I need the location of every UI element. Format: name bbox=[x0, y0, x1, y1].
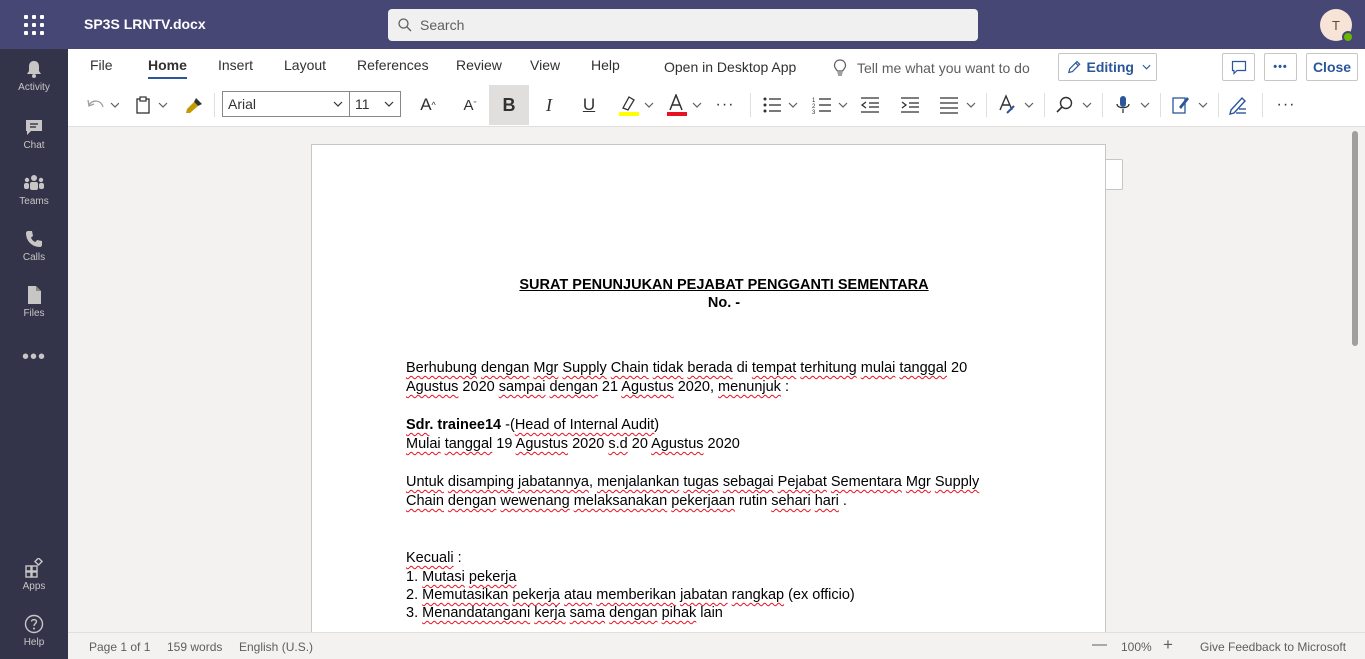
misspelled-word: dengan bbox=[447, 493, 497, 509]
svg-text:1: 1 bbox=[812, 98, 816, 104]
editing-label: Editing bbox=[1086, 59, 1134, 75]
misspelled-word: Menandatangani bbox=[422, 605, 531, 621]
misspelled-word: sampai bbox=[498, 379, 546, 395]
feedback-link[interactable]: Give Feedback to Microsoft bbox=[1200, 640, 1347, 654]
open-in-desktop-app-button[interactable]: Open in Desktop App bbox=[664, 59, 797, 75]
chevron-down-icon bbox=[1142, 64, 1151, 70]
paragraph-line bbox=[406, 474, 979, 490]
misspelled-word: disamping bbox=[447, 474, 515, 490]
app-launcher-icon[interactable] bbox=[22, 13, 46, 37]
zoom-out-button[interactable]: — bbox=[1092, 636, 1107, 653]
toolbar-divider bbox=[1102, 93, 1103, 117]
rail-item-help[interactable] bbox=[0, 614, 68, 659]
paragraph-line bbox=[406, 493, 847, 509]
toolbar-divider bbox=[214, 93, 215, 117]
misspelled-word: tempat bbox=[751, 360, 797, 376]
font-size-value: 11 bbox=[355, 96, 370, 112]
underline-button[interactable]: U bbox=[582, 95, 596, 114]
undo-button[interactable] bbox=[84, 91, 120, 119]
toolbar-divider bbox=[1044, 93, 1045, 117]
grow-font-button[interactable]: A ^ bbox=[420, 95, 436, 114]
dictate-button[interactable] bbox=[1112, 91, 1152, 119]
paragraph-line bbox=[406, 360, 967, 376]
pencil-icon bbox=[1067, 59, 1082, 75]
text-run: 19 bbox=[492, 436, 516, 452]
rail-label: Teams bbox=[19, 196, 49, 207]
text-run: . bbox=[838, 493, 847, 509]
toolbar-divider bbox=[1262, 93, 1263, 117]
bold-button[interactable]: B bbox=[489, 85, 529, 125]
rail-item-files[interactable] bbox=[0, 285, 68, 341]
page-count: Page 1 of 1 bbox=[89, 640, 151, 654]
rail-label: Help bbox=[23, 637, 45, 648]
list-item bbox=[406, 605, 723, 621]
rail-item-activity[interactable] bbox=[0, 59, 68, 115]
misspelled-word: Supply bbox=[934, 474, 980, 490]
tab-help[interactable]: Help bbox=[591, 57, 620, 73]
misspelled-word: Agustus bbox=[621, 379, 674, 395]
paragraph-line bbox=[406, 436, 740, 452]
comment-icon bbox=[1231, 60, 1247, 75]
text-run: . trainee14 bbox=[429, 417, 502, 433]
zoom-in-button[interactable]: + bbox=[1163, 635, 1173, 654]
tell-me-placeholder: Tell me what you want to do bbox=[857, 60, 1030, 76]
styles-button[interactable] bbox=[996, 91, 1036, 119]
numbered-list-icon bbox=[811, 96, 849, 114]
misspelled-word: Untuk bbox=[406, 474, 444, 490]
font-size-select[interactable] bbox=[349, 91, 401, 117]
find-button[interactable] bbox=[1054, 91, 1094, 119]
ribbon bbox=[68, 49, 1365, 127]
clipboard-icon bbox=[135, 96, 169, 114]
misspelled-word: Berhubung bbox=[406, 360, 477, 376]
tab-references[interactable]: References bbox=[357, 57, 429, 73]
styles-icon bbox=[997, 94, 1035, 116]
increase-indent-button[interactable] bbox=[898, 91, 922, 119]
numbering-button[interactable] bbox=[810, 91, 850, 119]
text-run: 20 bbox=[947, 360, 968, 376]
misspelled-word: tanggal bbox=[899, 360, 947, 376]
rail-label: Apps bbox=[22, 581, 46, 592]
text-run: 2. bbox=[406, 587, 423, 603]
page-side-tab bbox=[1105, 159, 1123, 190]
chevron-down-icon bbox=[333, 99, 343, 109]
misspelled-word: Mulai bbox=[406, 436, 441, 452]
italic-button[interactable]: I bbox=[546, 94, 552, 115]
language-indicator[interactable]: English (U.S.) bbox=[239, 640, 314, 654]
phone-icon bbox=[24, 229, 44, 249]
editor-button[interactable] bbox=[1226, 91, 1250, 119]
rail-label: Files bbox=[23, 308, 45, 319]
text-run: di bbox=[732, 360, 752, 376]
bell-icon bbox=[24, 59, 44, 79]
rail-item-calls[interactable] bbox=[0, 229, 68, 285]
document-heading: SURAT PENUNJUKAN PEJABAT PENGGANTI SEMENTARA bbox=[519, 277, 929, 293]
misspelled-word: memberikan bbox=[596, 587, 677, 603]
highlighter-icon bbox=[617, 94, 655, 116]
paragraph-line bbox=[406, 550, 462, 566]
misspelled-word: Chain bbox=[610, 360, 649, 376]
more-commands-button[interactable]: ··· bbox=[1276, 96, 1296, 113]
misspelled-word: melaksanakan bbox=[573, 493, 668, 509]
misspelled-word: tugas bbox=[683, 474, 719, 490]
text-run: : bbox=[453, 550, 462, 566]
format-painter-button[interactable] bbox=[182, 91, 206, 119]
microphone-icon bbox=[1113, 95, 1151, 115]
search-icon bbox=[1055, 96, 1093, 114]
sensitivity-button[interactable] bbox=[1170, 91, 1210, 119]
toolbar-divider bbox=[1218, 93, 1219, 117]
toolbar-divider bbox=[986, 93, 987, 117]
misspelled-word: Sementara bbox=[830, 474, 902, 490]
misspelled-word: menjalankan bbox=[597, 474, 680, 490]
list-item bbox=[406, 569, 516, 585]
text-run: 2020 bbox=[568, 436, 609, 452]
misspelled-word: sehari bbox=[771, 493, 811, 509]
word-count: 159 words bbox=[167, 640, 223, 654]
paragraph-line bbox=[406, 417, 659, 433]
chat-icon bbox=[24, 117, 44, 137]
rail-label: Calls bbox=[22, 252, 46, 263]
rail-item-chat[interactable] bbox=[0, 117, 68, 173]
font-name-value: Arial bbox=[228, 96, 257, 112]
tab-layout[interactable]: Layout bbox=[284, 57, 327, 73]
increase-indent-icon bbox=[900, 96, 920, 114]
editing-mode-button[interactable] bbox=[1058, 53, 1157, 81]
paragraph-line bbox=[406, 379, 789, 395]
misspelled-word: tidak bbox=[652, 360, 684, 376]
zoom-level[interactable]: 100% bbox=[1121, 640, 1152, 654]
grow-font-icon: A bbox=[420, 95, 432, 114]
text-run: ) bbox=[654, 417, 660, 433]
shrink-font-icon: A bbox=[463, 96, 474, 114]
text-run: rutin bbox=[734, 493, 772, 509]
alignment-button[interactable] bbox=[938, 91, 978, 119]
font-color-icon bbox=[665, 94, 703, 116]
misspelled-word: dengan bbox=[609, 605, 658, 621]
chevron-down-icon bbox=[384, 99, 394, 109]
close-button[interactable]: Close bbox=[1306, 53, 1358, 81]
teams-icon bbox=[23, 173, 45, 193]
presence-available-icon bbox=[1342, 31, 1354, 43]
text-run: -( bbox=[501, 417, 515, 433]
misspelled-word: terhitung bbox=[800, 360, 857, 376]
misspelled-word: sama bbox=[569, 605, 606, 621]
sensitivity-icon bbox=[1171, 95, 1209, 115]
avatar-initial: T bbox=[1332, 17, 1340, 33]
misspelled-word: tanggal bbox=[444, 436, 493, 452]
list-item bbox=[406, 587, 855, 603]
text-run: 2020 bbox=[703, 436, 740, 452]
more-font-options-button[interactable]: ··· bbox=[715, 96, 735, 113]
tab-file[interactable]: File bbox=[90, 57, 113, 73]
format-painter-icon bbox=[184, 96, 204, 114]
misspelled-word: atau bbox=[563, 587, 593, 603]
misspelled-word: rangkap bbox=[731, 587, 785, 603]
bullets-button[interactable] bbox=[760, 91, 800, 119]
tab-home[interactable]: Home bbox=[148, 57, 187, 73]
search-icon bbox=[398, 18, 412, 32]
font-name-select[interactable] bbox=[222, 91, 350, 117]
text-run: 3. bbox=[406, 605, 423, 621]
document-page[interactable] bbox=[311, 144, 1106, 632]
document-title: SP3S LRNTV.docx bbox=[84, 16, 206, 32]
misspelled-word: kerja bbox=[534, 605, 566, 621]
decrease-indent-button[interactable] bbox=[858, 91, 882, 119]
paste-button[interactable] bbox=[134, 91, 170, 119]
comments-button[interactable] bbox=[1222, 53, 1255, 81]
misspelled-word: Agustus bbox=[406, 379, 459, 395]
misspelled-word: wewenang bbox=[500, 493, 570, 509]
tab-insert[interactable]: Insert bbox=[218, 57, 254, 73]
document-canvas bbox=[68, 127, 1365, 632]
rail-label: Activity bbox=[18, 82, 50, 93]
search-input[interactable] bbox=[388, 9, 978, 41]
text-run: 21 bbox=[597, 379, 622, 395]
misspelled-word: Head of Internal Audit bbox=[514, 417, 655, 433]
avatar[interactable] bbox=[1320, 9, 1352, 41]
toolbar-divider bbox=[1160, 93, 1161, 117]
misspelled-word: Agustus bbox=[515, 436, 569, 452]
rail-item-apps[interactable] bbox=[0, 558, 68, 614]
text-run: 2020, bbox=[673, 379, 719, 395]
file-icon bbox=[25, 285, 43, 305]
misspelled-word: mulai bbox=[860, 360, 896, 376]
tab-view[interactable]: View bbox=[530, 57, 561, 73]
text-run: 1. bbox=[406, 569, 423, 585]
apps-icon bbox=[24, 558, 44, 578]
rail-label: Chat bbox=[23, 140, 45, 151]
misspelled-word: dengan bbox=[549, 379, 598, 395]
title-bar bbox=[0, 0, 1365, 49]
misspelled-word: pekerjaan bbox=[671, 493, 735, 509]
help-icon bbox=[24, 614, 44, 634]
status-bar bbox=[68, 632, 1365, 659]
more-apps-icon[interactable]: ••• bbox=[21, 346, 46, 368]
text-run: 2020 bbox=[458, 379, 499, 395]
document-number: No. - bbox=[707, 295, 741, 311]
misspelled-word: Supply bbox=[562, 360, 607, 376]
active-tab-indicator bbox=[148, 77, 187, 79]
misspelled-word: sebagai bbox=[722, 474, 774, 490]
text-run: : bbox=[780, 379, 789, 395]
editor-pen-icon bbox=[1228, 95, 1248, 115]
misspelled-word: dengan bbox=[480, 360, 530, 376]
misspelled-word: Chain bbox=[406, 493, 444, 509]
misspelled-word: Pejabat bbox=[777, 474, 827, 490]
misspelled-word: menunjuk bbox=[718, 379, 781, 395]
rail-item-teams[interactable] bbox=[0, 173, 68, 229]
undo-icon bbox=[85, 97, 119, 113]
tab-review[interactable]: Review bbox=[456, 57, 502, 73]
ribbon-tabs bbox=[68, 49, 1365, 85]
vertical-scrollbar[interactable] bbox=[1352, 131, 1358, 346]
more-options-button[interactable]: ••• bbox=[1264, 53, 1297, 81]
search-placeholder: Search bbox=[420, 17, 465, 33]
misspelled-word: pekerja bbox=[512, 587, 560, 603]
misspelled-word: berada bbox=[687, 360, 733, 376]
misspelled-word: Agustus bbox=[651, 436, 704, 452]
misspelled-word: jabatan bbox=[680, 587, 728, 603]
font-color-button[interactable] bbox=[664, 91, 704, 119]
misspelled-word: Memutasikan bbox=[422, 587, 509, 603]
misspelled-word: jabatannya bbox=[518, 474, 589, 490]
tell-me-input[interactable] bbox=[833, 59, 1030, 77]
lightbulb-icon bbox=[833, 59, 847, 77]
bullet-list-icon bbox=[761, 96, 799, 114]
svg-text:3: 3 bbox=[812, 110, 816, 114]
text-run: lain bbox=[696, 605, 723, 621]
text-run: , bbox=[589, 474, 598, 490]
svg-text:2: 2 bbox=[812, 104, 816, 110]
toolbar-divider bbox=[750, 93, 751, 117]
misspelled-word: pekerja bbox=[468, 569, 517, 585]
misspelled-word: hari bbox=[814, 493, 839, 509]
misspelled-word: Sdr bbox=[406, 417, 430, 433]
misspelled-word: Kecuali bbox=[406, 550, 454, 566]
ribbon-toolbar bbox=[68, 85, 1365, 125]
misspelled-word: s.d bbox=[608, 436, 628, 452]
highlight-color-button[interactable] bbox=[616, 91, 656, 119]
shrink-font-button[interactable]: A ˇ bbox=[463, 96, 477, 114]
text-run: 20 bbox=[627, 436, 652, 452]
app-rail bbox=[0, 49, 68, 659]
misspelled-word: pihak bbox=[661, 605, 697, 621]
misspelled-word: Mutasi bbox=[422, 569, 465, 585]
misspelled-word: Mgr bbox=[905, 474, 931, 490]
text-run: (ex officio) bbox=[784, 587, 855, 603]
align-left-icon bbox=[939, 96, 977, 114]
decrease-indent-icon bbox=[860, 96, 880, 114]
misspelled-word: Mgr bbox=[533, 360, 559, 376]
